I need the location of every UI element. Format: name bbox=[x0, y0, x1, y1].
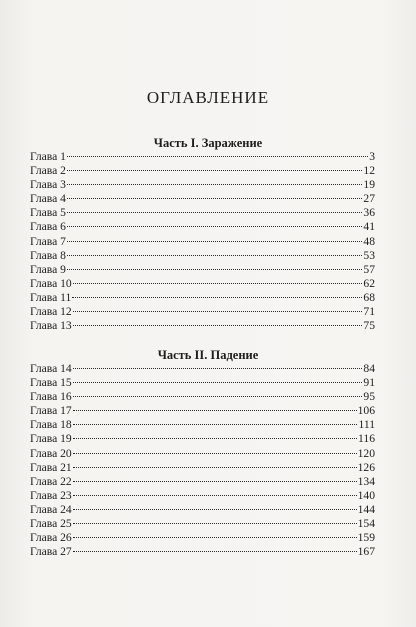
toc-entry bbox=[30, 418, 375, 432]
toc-entry-page-number: 27 bbox=[363, 192, 375, 206]
toc-entry bbox=[30, 164, 375, 178]
toc-entry bbox=[30, 517, 375, 531]
toc-entry-label: Глава 23 bbox=[30, 488, 72, 502]
toc-entry-page-number: 36 bbox=[363, 206, 375, 220]
toc-entry bbox=[30, 235, 375, 249]
dot-leader bbox=[73, 437, 357, 439]
toc-entry bbox=[30, 178, 375, 192]
dot-leader bbox=[73, 508, 357, 510]
part-1-entries bbox=[30, 150, 375, 333]
dot-leader bbox=[67, 155, 368, 157]
toc-entry bbox=[30, 489, 375, 503]
toc-entry bbox=[30, 390, 375, 404]
toc-entry-page-number: 120 bbox=[357, 446, 375, 460]
toc-entry-page-number: 68 bbox=[363, 290, 375, 304]
toc-entry-label: Глава 12 bbox=[30, 305, 72, 319]
toc-entry bbox=[30, 220, 375, 234]
toc-entry-page-number: 140 bbox=[357, 488, 375, 502]
toc-entry bbox=[30, 249, 375, 263]
toc-entry bbox=[30, 319, 375, 333]
toc-entry-label: Глава 18 bbox=[30, 418, 72, 432]
toc-entry-label: Глава 3 bbox=[30, 178, 66, 192]
toc-entry-label: Глава 22 bbox=[30, 474, 72, 488]
toc-entry-label: Глава 24 bbox=[30, 502, 72, 516]
toc-entry bbox=[30, 545, 375, 559]
toc-entry-label: Глава 26 bbox=[30, 531, 72, 545]
toc-entry-page-number: 3 bbox=[369, 150, 375, 163]
toc-entry-page-number: 57 bbox=[363, 262, 375, 276]
dot-leader bbox=[73, 367, 363, 369]
toc-entry-page-number: 167 bbox=[357, 545, 375, 559]
dot-leader bbox=[67, 254, 362, 256]
dot-leader bbox=[73, 395, 363, 397]
toc-entry-label: Глава 6 bbox=[30, 220, 66, 234]
toc-entry bbox=[30, 305, 375, 319]
toc-title: ОГЛАВЛЕНИЕ bbox=[146, 88, 270, 107]
dot-leader bbox=[73, 423, 358, 425]
dot-leader bbox=[73, 550, 357, 552]
toc-entry-page-number: 71 bbox=[363, 305, 375, 319]
toc-entry bbox=[30, 263, 375, 277]
dot-leader bbox=[73, 466, 357, 468]
toc-entry-page-number: 126 bbox=[357, 460, 375, 474]
toc-entry-page-number: 106 bbox=[357, 404, 375, 418]
toc-entry bbox=[30, 432, 375, 446]
toc-entry-label: Глава 11 bbox=[30, 290, 72, 304]
dot-leader bbox=[73, 324, 363, 326]
toc-entry bbox=[30, 503, 375, 517]
dot-leader bbox=[73, 381, 363, 383]
toc-entry bbox=[30, 150, 375, 164]
toc-entry bbox=[30, 277, 375, 291]
toc-entry bbox=[30, 475, 375, 489]
toc-entry-label: Глава 1 bbox=[30, 150, 66, 163]
dot-leader bbox=[67, 211, 362, 213]
toc-entry-page-number: 159 bbox=[357, 531, 375, 545]
toc-entry bbox=[30, 362, 375, 376]
part-2-entries bbox=[30, 362, 375, 559]
toc-entry bbox=[30, 206, 375, 220]
toc-entry-label: Глава 16 bbox=[30, 390, 72, 404]
toc-entry-label: Глава 25 bbox=[30, 517, 72, 531]
toc-entry-page-number: 53 bbox=[363, 248, 375, 262]
toc-entry-label: Глава 14 bbox=[30, 362, 72, 375]
toc-entry-page-number: 19 bbox=[363, 178, 375, 192]
dot-leader bbox=[67, 225, 362, 227]
toc-entry-label: Глава 8 bbox=[30, 248, 66, 262]
dot-leader bbox=[67, 169, 362, 171]
toc-entry-page-number: 116 bbox=[358, 432, 375, 446]
toc-entry-page-number: 95 bbox=[363, 390, 375, 404]
dot-leader bbox=[67, 183, 362, 185]
toc-entry-label: Глава 5 bbox=[30, 206, 66, 220]
toc-entry-label: Глава 2 bbox=[30, 164, 66, 178]
toc-entry-page-number: 134 bbox=[357, 474, 375, 488]
toc-entry-label: Глава 15 bbox=[30, 376, 72, 390]
toc-entry-label: Глава 20 bbox=[30, 446, 72, 460]
dot-leader bbox=[72, 296, 362, 298]
toc-entry-page-number: 41 bbox=[363, 220, 375, 234]
dot-leader bbox=[73, 282, 363, 284]
toc-entry-page-number: 62 bbox=[363, 276, 375, 290]
dot-leader bbox=[73, 409, 357, 411]
toc-entry-label: Глава 21 bbox=[30, 460, 72, 474]
dot-leader bbox=[67, 240, 362, 242]
dot-leader bbox=[67, 197, 362, 199]
toc-entry-page-number: 75 bbox=[363, 319, 375, 333]
toc-entry-page-number: 84 bbox=[363, 362, 375, 375]
dot-leader bbox=[73, 310, 363, 312]
toc-entry bbox=[30, 291, 375, 305]
part-1-title: Часть I. Заражение bbox=[153, 136, 263, 150]
toc-entry-label: Глава 7 bbox=[30, 234, 66, 248]
toc-entry-page-number: 12 bbox=[363, 164, 375, 178]
dot-leader bbox=[73, 480, 357, 482]
toc-entry-label: Глава 27 bbox=[30, 545, 72, 559]
toc-entry-page-number: 48 bbox=[363, 234, 375, 248]
dot-leader bbox=[73, 452, 357, 454]
toc-entry-page-number: 111 bbox=[358, 418, 375, 432]
toc-entry-label: Глава 9 bbox=[30, 262, 66, 276]
toc-entry bbox=[30, 376, 375, 390]
toc-entry bbox=[30, 192, 375, 206]
dot-leader bbox=[73, 522, 357, 524]
toc-entry-label: Глава 10 bbox=[30, 276, 72, 290]
toc-entry bbox=[30, 531, 375, 545]
dot-leader bbox=[73, 494, 357, 496]
toc-entry-label: Глава 4 bbox=[30, 192, 66, 206]
toc-entry-page-number: 91 bbox=[363, 376, 375, 390]
toc-entry bbox=[30, 447, 375, 461]
toc-entry-label: Глава 13 bbox=[30, 319, 72, 333]
toc-entry-page-number: 154 bbox=[357, 517, 375, 531]
dot-leader bbox=[67, 268, 362, 270]
toc-entry-label: Глава 17 bbox=[30, 404, 72, 418]
toc-entry bbox=[30, 404, 375, 418]
toc-entry-label: Глава 19 bbox=[30, 432, 72, 446]
dot-leader bbox=[73, 536, 357, 538]
toc-entry bbox=[30, 461, 375, 475]
toc-entry-page-number: 144 bbox=[357, 502, 375, 516]
part-2-title: Часть II. Падение bbox=[157, 348, 259, 362]
